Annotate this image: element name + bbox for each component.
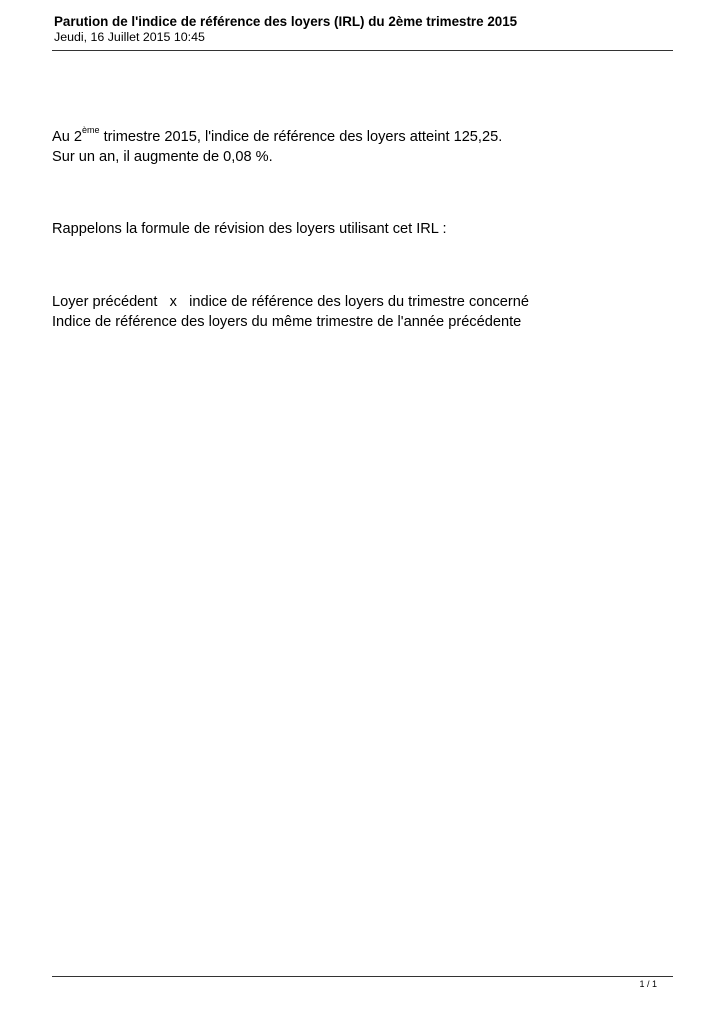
revision-formula	[52, 292, 672, 332]
formula-numerator: Loyer précédent x indice de référence des loyers du trimestre concerné	[52, 294, 529, 310]
document-title: Parution de l'indice de référence des loyers (IRL) du 2ème trimestre 2015	[54, 14, 518, 29]
page-number: 1 / 1	[639, 979, 657, 989]
announcement-prefix: Au 2	[52, 129, 83, 145]
irl-announcement-paragraph	[52, 127, 672, 167]
irl-announcement-line-2: Sur un an, il augmente de 0,08 %.	[52, 149, 273, 165]
irl-announcement-line-1	[52, 127, 672, 147]
formula-intro-text: Rappelons la formule de révision des loyers utilisant cet IRL :	[52, 221, 447, 237]
footer-divider	[52, 976, 673, 977]
announcement-rest: trimestre 2015, l'indice de référence des loyers atteint 125,25.	[99, 129, 503, 145]
formula-denominator: Indice de référence des loyers du même trimestre de l'année précédente	[52, 314, 522, 330]
ordinal-superscript: ème	[82, 125, 100, 136]
formula-intro-paragraph	[52, 219, 672, 239]
document-date: Jeudi, 16 Juillet 2015 10:45	[54, 30, 205, 44]
header-divider	[52, 50, 673, 51]
document-header	[54, 13, 674, 45]
